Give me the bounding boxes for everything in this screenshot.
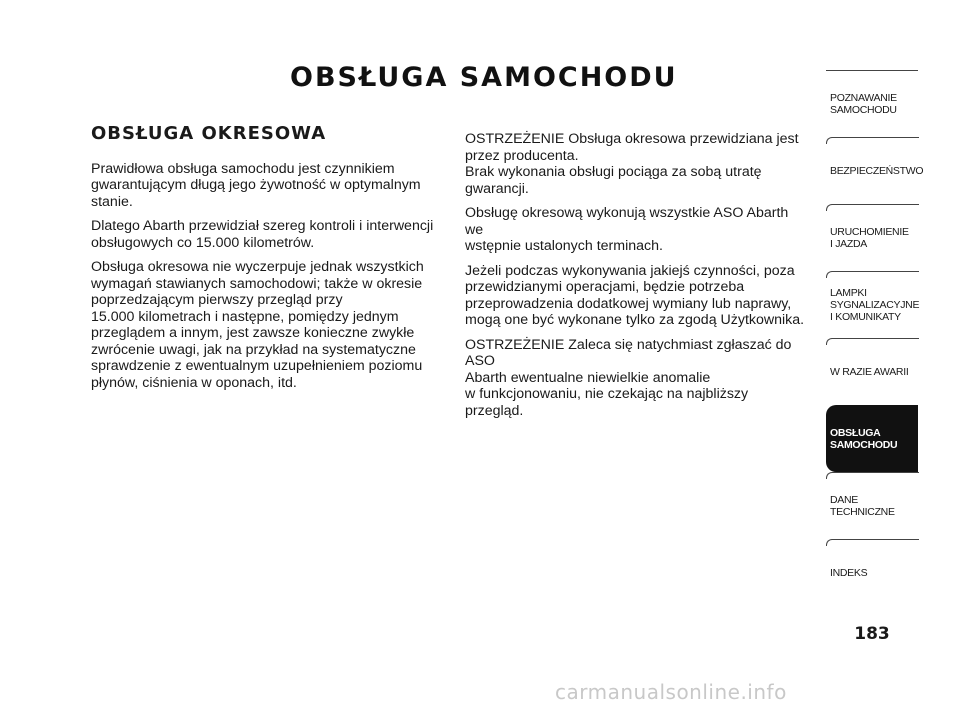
tab-indeks[interactable]: INDEKS <box>826 539 918 606</box>
tab-obsluga-samochodu[interactable]: OBSŁUGA SAMOCHODU <box>826 405 918 472</box>
chapter-tabs <box>826 70 924 606</box>
tab-bezpieczenstwo[interactable]: BEZPIECZEŃSTWO <box>826 137 918 204</box>
tab-w-razie-awarii[interactable]: W RAZIE AWARII <box>826 338 918 405</box>
page-title: OBSŁUGA SAMOCHODU <box>290 62 678 93</box>
paragraph: Dlatego Abarth przewidział szereg kontroli i interwencji obsługowych co 15.000 kilometrów. <box>91 218 434 251</box>
warning-paragraph: OSTRZEŻENIE Zaleca się natychmiast zgłaszać do ASO Abarth ewentualne niewielkie anomalie w funkcjonowaniu, nie czekając na najbliższy przegląd. <box>465 336 792 419</box>
section-heading: OBSŁUGA OKRESOWA <box>91 123 327 144</box>
paragraph: Prawidłowa obsługa samochodu jest czynnikiem gwarantującym długą jego żywotność w optymalnym stanie. <box>91 160 421 210</box>
left-column <box>91 123 446 399</box>
paragraph: Obsługa okresowa nie wyczerpuje jednak wszystkich wymagań stawianych samochodowi; także w okresie poprzedzającym pierwszy przegląd przy 15.000 kilometrach i następne, pomiędzy jednym przeglądem a innym, jest zawsze konieczne zwykłe zwrócenie uwagi, jak na przykład na systematyczne sprawdzenie z ewentualnym uzupełnieniem poziomu płynów, ciśnienia w oponach, itd. <box>91 259 424 391</box>
page-number: 183 <box>854 624 890 644</box>
watermark: carmanualsonline.info <box>555 680 787 704</box>
tab-dane-techniczne[interactable]: DANE TECHNICZNE <box>826 472 918 539</box>
warning-paragraph: OSTRZEŻENIE Obsługa okresowa przewidziana jest przez producenta. Brak wykonania obsługi pociąga za sobą utratę gwarancji. <box>465 131 799 197</box>
paragraph: Jeżeli podczas wykonywania jakiejś czynności, poza przewidzianymi operacjami, będzie potrzeba przeprowadzenia dodatkowej wymiany lub naprawy, mogą one być wykonane tylko za zgodą Użytkownika. <box>465 262 805 328</box>
right-column <box>465 131 805 427</box>
paragraph: Obsługę okresową wykonują wszystkie ASO Abarth we wstępnie ustalonych terminach. <box>465 205 789 254</box>
tab-poznawanie-samochodu[interactable]: POZNAWANIE SAMOCHODU <box>826 70 918 137</box>
tab-uruchomienie-i-jazda[interactable]: URUCHOMIENIE I JAZDA <box>826 204 918 271</box>
tab-lampki-sygnalizacyjne[interactable]: LAMPKI SYGNALIZACYJNE I KOMUNIKATY <box>826 271 918 338</box>
